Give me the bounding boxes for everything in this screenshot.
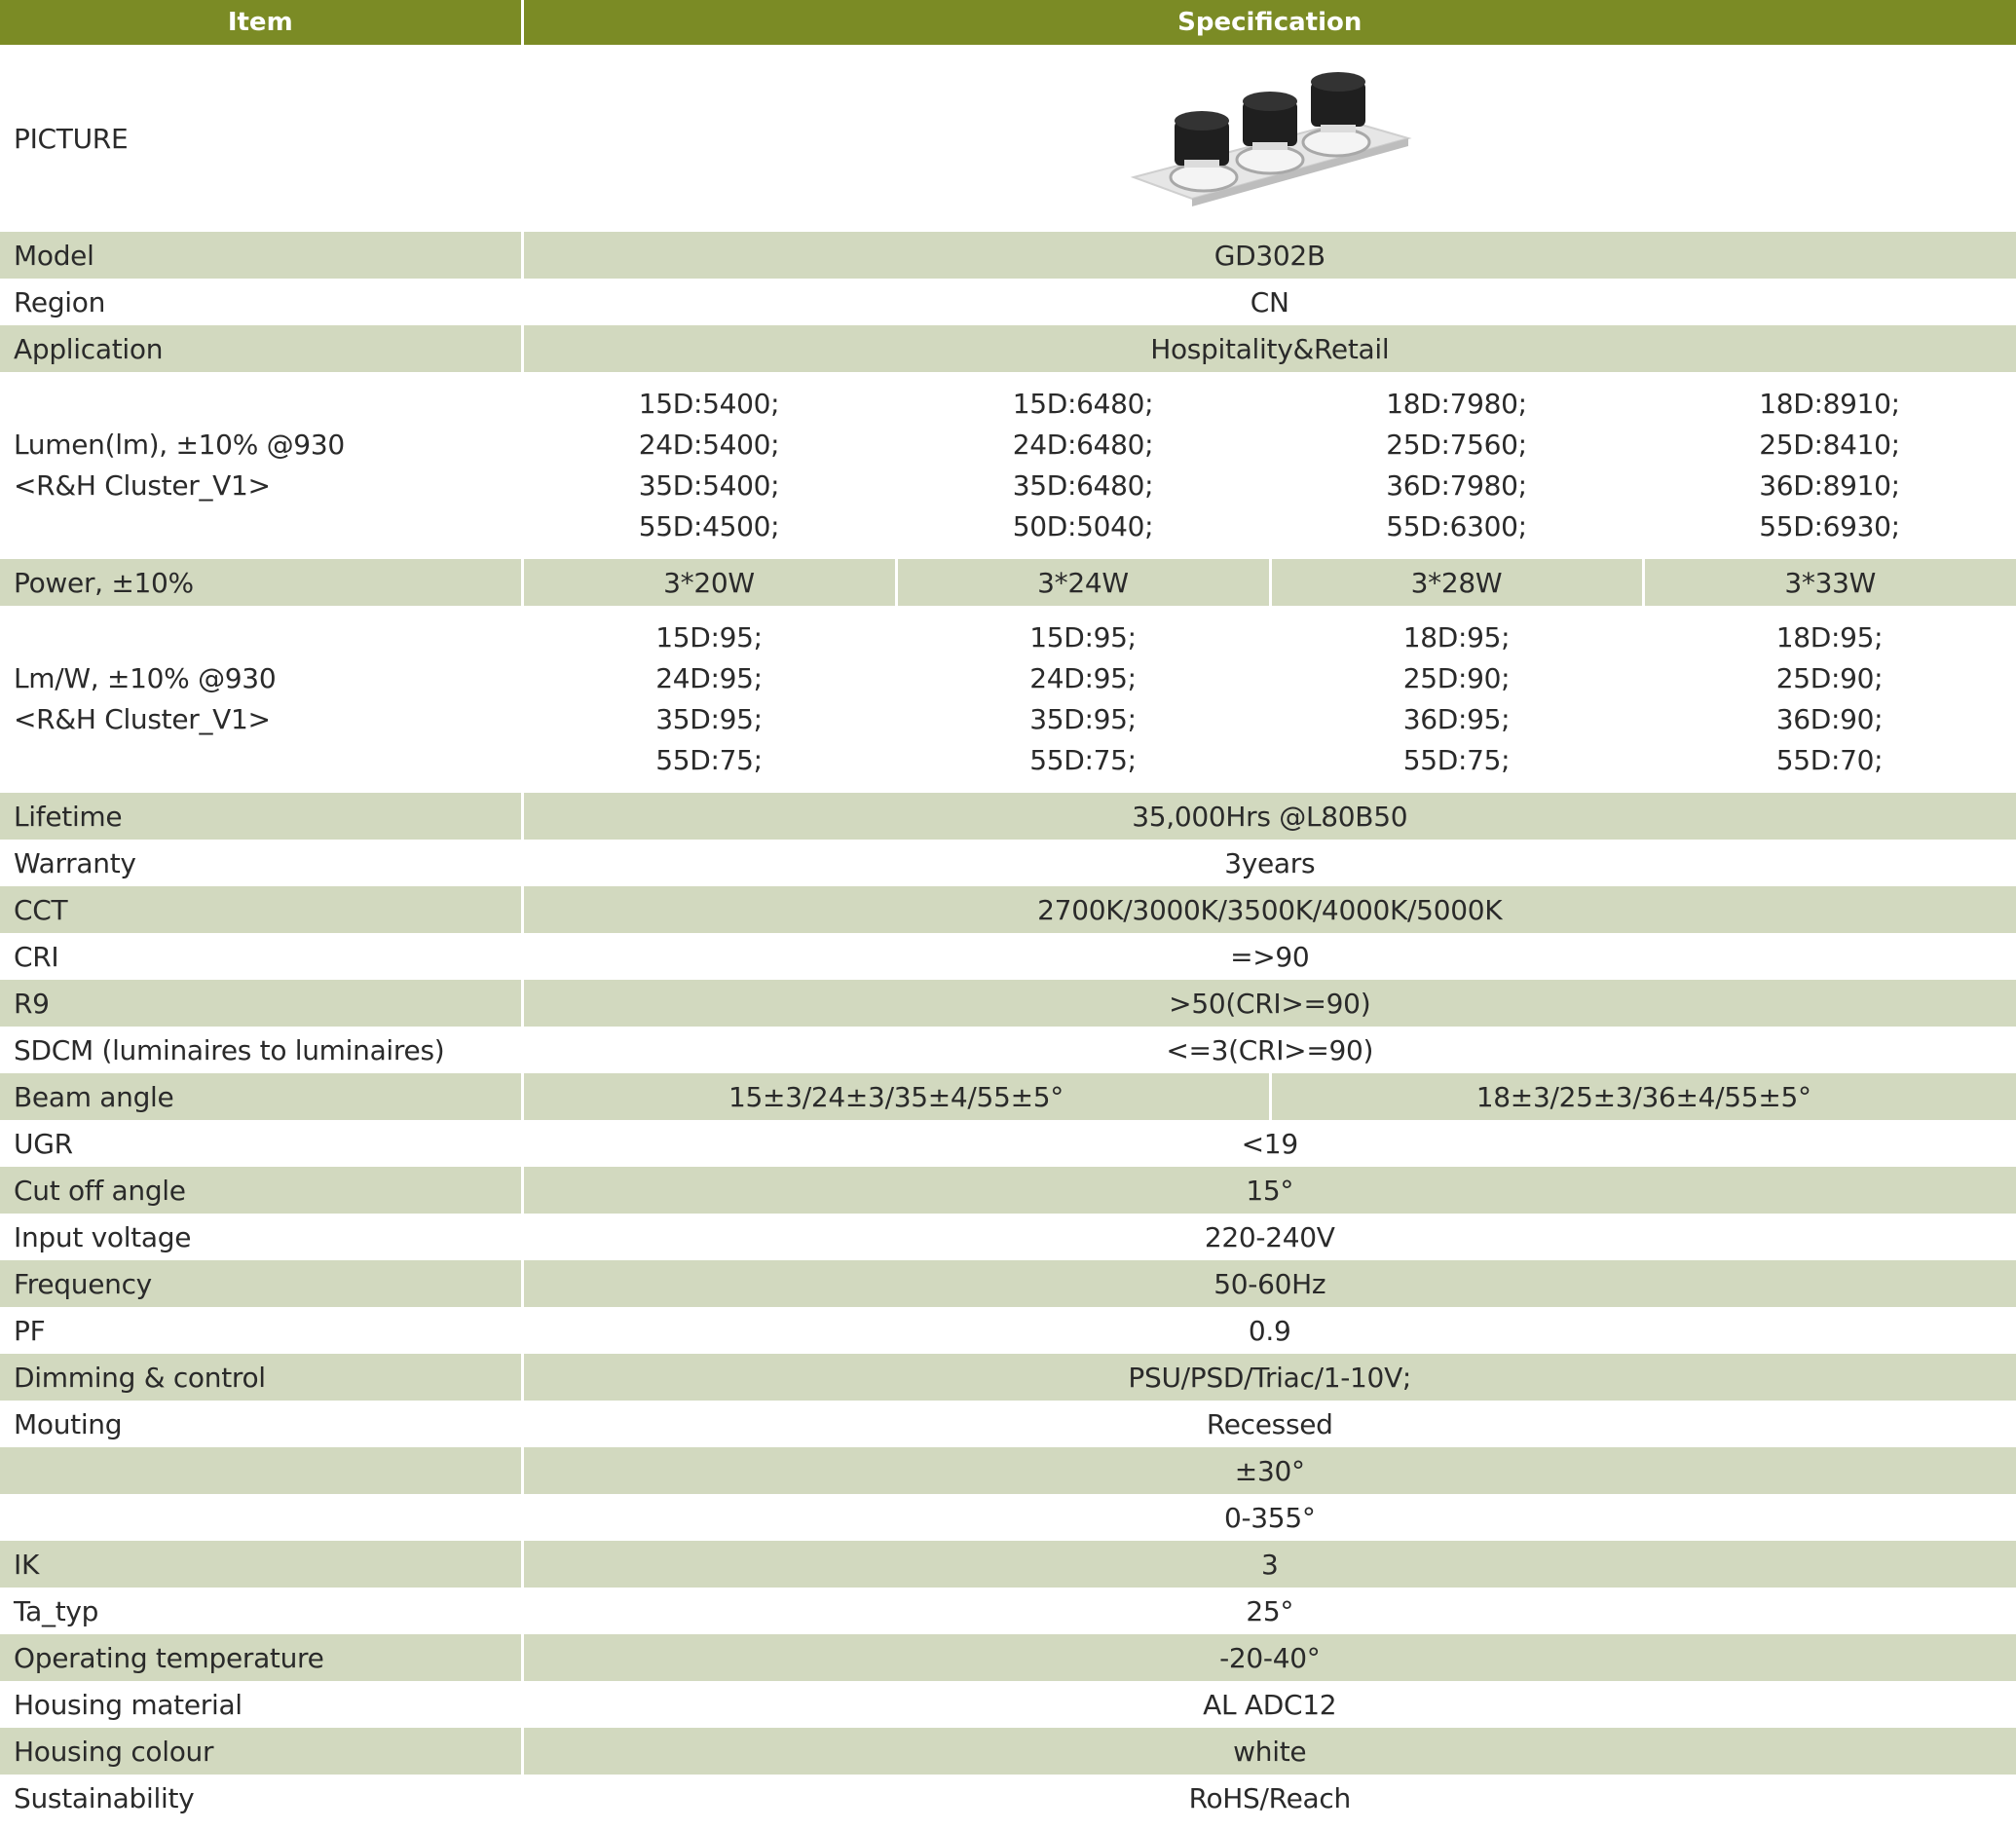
row-ugr: UGR <19 bbox=[0, 1120, 2016, 1167]
row-ta-typ: Ta_typ 25° bbox=[0, 1588, 2016, 1634]
row-application: Application Hospitality&Retail bbox=[0, 325, 2016, 372]
row-lifetime: Lifetime 35,000Hrs @L80B50 bbox=[0, 793, 2016, 840]
row-cct: CCT 2700K/3000K/3500K/4000K/5000K bbox=[0, 886, 2016, 933]
row-dimming: Dimming & control PSU/PSD/Triac/1-10V; bbox=[0, 1354, 2016, 1401]
header-item: Item bbox=[0, 0, 522, 45]
row-lmw: Lm/W, ±10% @930 <R&H Cluster_V1> 15D:95; 24D:95; 35D:95; 55D:75; 15D:95; 24D:95; 35D:95; 55D:75; 18D:95; 25D:90; 36D:95; 55D:75; 18D:95; 25D:90; 36D:90; 55D:70; bbox=[0, 606, 2016, 793]
row-pf: PF 0.9 bbox=[0, 1307, 2016, 1354]
row-warranty: Warranty 3years bbox=[0, 840, 2016, 886]
row-picture bbox=[0, 45, 2016, 232]
table-header bbox=[0, 0, 2016, 45]
row-tilt: ±30° bbox=[0, 1447, 2016, 1494]
row-power: Power, ±10% 3*20W 3*24W 3*28W 3*33W bbox=[0, 559, 2016, 606]
row-cri: CRI =>90 bbox=[0, 933, 2016, 980]
row-housing-colour: Housing colour white bbox=[0, 1728, 2016, 1775]
row-rotation: 0-355° bbox=[0, 1494, 2016, 1541]
row-sustainability: Sustainability RoHS/Reach bbox=[0, 1775, 2016, 1821]
row-sdcm: SDCM (luminaires to luminaires) <=3(CRI>=90) bbox=[0, 1027, 2016, 1073]
header-specification: Specification bbox=[522, 0, 2016, 45]
row-housing-material: Housing material AL ADC12 bbox=[0, 1681, 2016, 1728]
picture-label: PICTURE bbox=[0, 45, 522, 232]
row-ik: IK 3 bbox=[0, 1541, 2016, 1588]
row-lumen: Lumen(lm), ±10% @930 <R&H Cluster_V1> 15D:5400; 24D:5400; 35D:5400; 55D:4500; 15D:6480; 24D:6480; 35D:6480; 50D:5040; 18D:7980; 25D:7560; 36D:7980; 55D:6300; 18D:8910; 25D:8410; 36D:8910; 55D:6930; bbox=[0, 372, 2016, 559]
row-cutoff-angle: Cut off angle 15° bbox=[0, 1167, 2016, 1214]
row-r9: R9 >50(CRI>=90) bbox=[0, 980, 2016, 1027]
row-model: Model GD302B bbox=[0, 232, 2016, 279]
row-beam-angle: Beam angle 15±3/24±3/35±4/55±5° 18±3/25±3/36±4/55±5° bbox=[0, 1073, 2016, 1120]
row-mounting: Mouting Recessed bbox=[0, 1401, 2016, 1447]
row-frequency: Frequency 50-60Hz bbox=[0, 1260, 2016, 1307]
row-operating-temperature: Operating temperature -20-40° bbox=[0, 1634, 2016, 1681]
row-region: Region CN bbox=[0, 279, 2016, 325]
row-input-voltage: Input voltage 220-240V bbox=[0, 1214, 2016, 1260]
product-image bbox=[1124, 62, 1416, 208]
